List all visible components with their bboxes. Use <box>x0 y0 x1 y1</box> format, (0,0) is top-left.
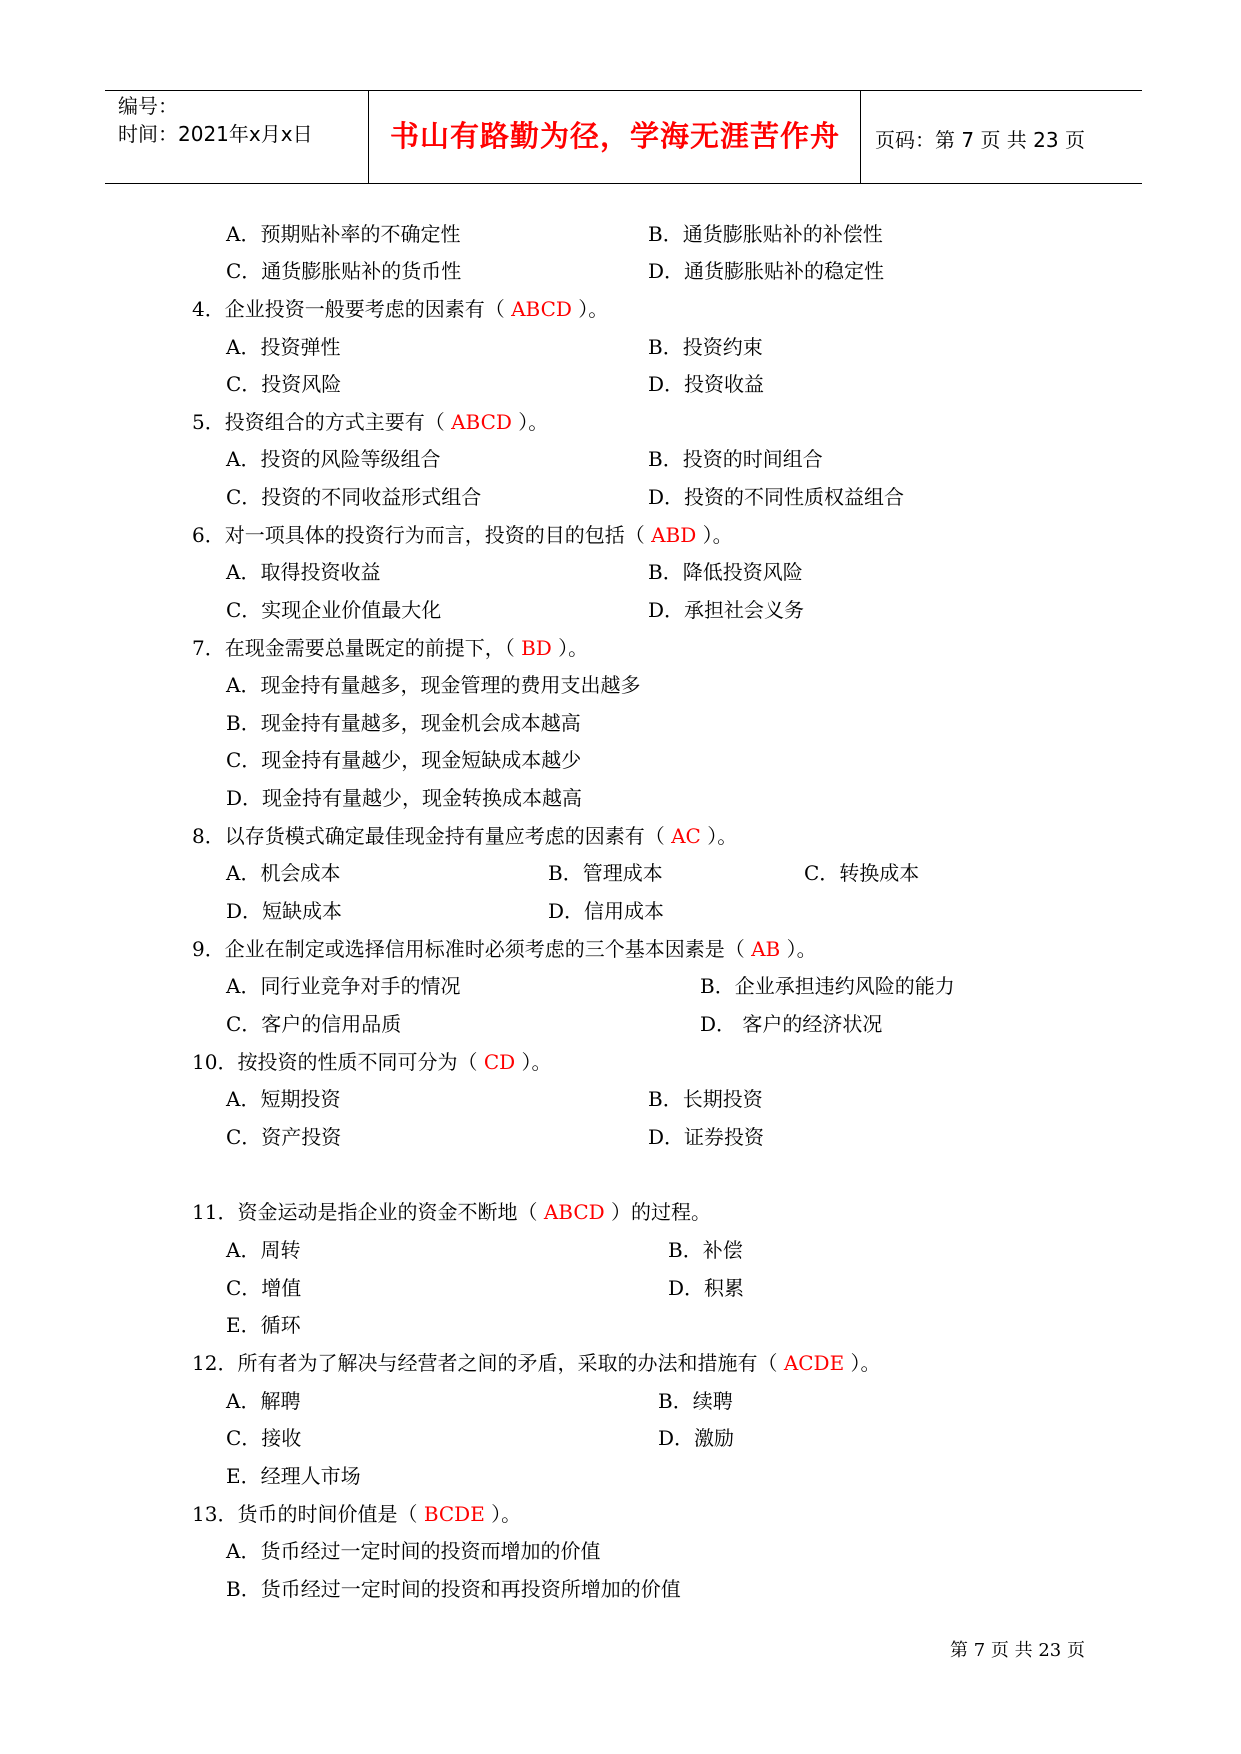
q5-option-c: C．投资的不同收益形式组合 <box>226 485 482 509</box>
q9-option-a: A．同行业竞争对手的情况 <box>226 974 461 998</box>
q12-option-c: C．接收 <box>226 1426 302 1450</box>
header-top-rule <box>105 90 1142 91</box>
q9-option-b: B．企业承担违约风险的能力 <box>700 974 955 998</box>
q4-option-c: C．投资风险 <box>226 372 342 396</box>
q9-option-d: D． 客户的经济状况 <box>700 1012 883 1036</box>
q5-option-d: D．投资的不同性质权益组合 <box>648 485 905 509</box>
q10-option-b: B．长期投资 <box>648 1087 763 1111</box>
q5-stem: 5．投资组合的方式主要有（ ABCD ）。 <box>192 410 549 434</box>
q7-option-a: A．现金持有量越多，现金管理的费用支出越多 <box>226 673 641 697</box>
q10-stem: 10．按投资的性质不同可分为（ CD ）。 <box>192 1050 552 1074</box>
q11-option-c: C．增值 <box>226 1276 302 1300</box>
q10-answer: CD <box>483 1050 516 1074</box>
q13-stem: 13．货币的时间价值是（ BCDE ）。 <box>192 1502 522 1526</box>
q6-stem: 6．对一项具体的投资行为而言，投资的目的包括（ ABD ）。 <box>192 523 733 547</box>
q5-answer: ABCD <box>451 410 512 434</box>
q5-option-b: B．投资的时间组合 <box>648 447 823 471</box>
q6-option-b: B．降低投资风险 <box>648 560 803 584</box>
q11-option-d: D．积累 <box>668 1276 745 1300</box>
header-meta <box>118 92 313 148</box>
header-number-label: 编号： <box>118 94 178 118</box>
q7-option-c: C．现金持有量越少，现金短缺成本越少 <box>226 748 582 772</box>
header-motto: 书山有路勤为径，学海无涯苦作舟 <box>389 119 840 153</box>
q12-stem: 12．所有者为了解决与经营者之间的矛盾，采取的办法和措施有（ ACDE ）。 <box>192 1351 881 1375</box>
q10-option-a: A．短期投资 <box>226 1087 341 1111</box>
q7-option-b: B．现金持有量越多，现金机会成本越高 <box>226 711 581 735</box>
q5-option-a: A．投资的风险等级组合 <box>226 447 441 471</box>
q10-option-d: D．证券投资 <box>648 1125 765 1149</box>
q4-stem: 4．企业投资一般要考虑的因素有（ ABCD ）。 <box>192 297 609 321</box>
q7-option-d: D．现金持有量越少，现金转换成本越高 <box>226 786 583 810</box>
q4-option-d: D．投资收益 <box>648 372 765 396</box>
q8-option-c: C．转换成本 <box>804 861 920 885</box>
q11-option-e: E．循环 <box>226 1313 301 1337</box>
q8-option-d: D．短缺成本 <box>226 899 343 923</box>
q6-answer: ABD <box>651 523 697 547</box>
q11-option-b: B．补偿 <box>668 1238 743 1262</box>
q12-option-d: D．激励 <box>658 1426 735 1450</box>
q3-option-d: D．通货膨胀贴补的稳定性 <box>648 259 885 283</box>
q4-answer: ABCD <box>511 297 572 321</box>
header-page-label: 页码：第 7 页 共 23 页 <box>875 128 1085 152</box>
q4-option-a: A．投资弹性 <box>226 335 341 359</box>
q3-option-b: B．通货膨胀贴补的补偿性 <box>648 222 883 246</box>
header-bottom-rule <box>105 183 1142 184</box>
header-divider-left <box>368 90 369 184</box>
q11-answer: ABCD <box>543 1200 605 1224</box>
q9-stem: 9．企业在制定或选择信用标准时必须考虑的三个基本因素是（ AB ）。 <box>192 937 817 961</box>
q13-answer: BCDE <box>423 1502 485 1526</box>
q7-stem: 7．在现金需要总量既定的前提下，（ BD ）。 <box>192 636 589 660</box>
q8-option-b: B．管理成本 <box>548 861 663 885</box>
q3-option-a: A．预期贴补率的不确定性 <box>226 222 461 246</box>
footer-page-number: 第 7 页 共 23 页 <box>950 1640 1085 1661</box>
q8-option-e: D．信用成本 <box>548 899 665 923</box>
q12-option-b: B．续聘 <box>658 1389 733 1413</box>
q12-answer: ACDE <box>783 1351 845 1375</box>
q10-option-c: C．资产投资 <box>226 1125 342 1149</box>
q8-answer: AC <box>671 824 701 848</box>
q12-option-a: A．解聘 <box>226 1389 301 1413</box>
q8-option-a: A．机会成本 <box>226 861 341 885</box>
q11-stem: 11．资金运动是指企业的资金不断地（ ABCD ）的过程。 <box>192 1200 712 1224</box>
q13-option-b: B．货币经过一定时间的投资和再投资所增加的价值 <box>226 1577 681 1601</box>
q9-answer: AB <box>751 937 781 961</box>
q6-option-d: D．承担社会义务 <box>648 598 805 622</box>
header-divider-right <box>860 90 861 184</box>
q12-option-e: E．经理人市场 <box>226 1464 361 1488</box>
q4-option-b: B．投资约束 <box>648 335 763 359</box>
q3-option-c: C．通货膨胀贴补的货币性 <box>226 259 462 283</box>
q6-option-a: A．取得投资收益 <box>226 560 381 584</box>
q8-stem: 8．以存货模式确定最佳现金持有量应考虑的因素有（ AC ）。 <box>192 824 738 848</box>
q7-answer: BD <box>521 636 552 660</box>
q6-option-c: C．实现企业价值最大化 <box>226 598 442 622</box>
q9-option-c: C．客户的信用品质 <box>226 1012 402 1036</box>
header-time-label: 时间：2021年x月x日 <box>118 122 313 146</box>
q13-option-a: A．货币经过一定时间的投资而增加的价值 <box>226 1539 601 1563</box>
q11-option-a: A．周转 <box>226 1238 301 1262</box>
